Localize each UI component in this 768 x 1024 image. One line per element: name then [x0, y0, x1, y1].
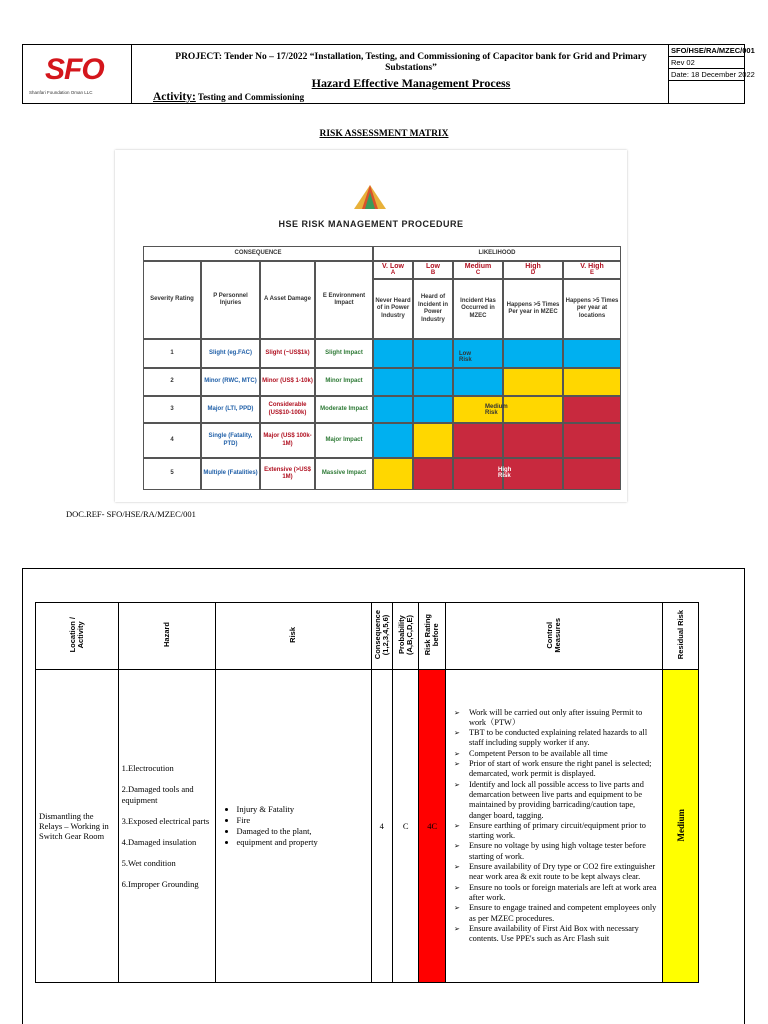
doc-reference: DOC.REF- SFO/HSE/RA/MZEC/001: [66, 509, 196, 519]
low-risk-label: Low Risk: [459, 351, 472, 363]
likelihood-level-d: [503, 261, 563, 279]
control-measure-item: ➢ Ensure no voltage by using high voltage tester before starting of work.: [469, 841, 659, 862]
col-residual: [663, 603, 699, 670]
severity-rating: 1: [143, 339, 201, 368]
col-probability-label: Probability (A,B,C,D,E): [396, 615, 414, 655]
risk-cell-yellow: [373, 458, 413, 490]
doc-date: Date: 18 December 2022: [668, 69, 744, 81]
col-control: [445, 603, 662, 670]
table-header-row: [36, 603, 699, 670]
likelihood-letter: D: [530, 270, 536, 276]
risk-item: • Injury & Fatality: [237, 804, 368, 815]
risk-cell-blue: [413, 396, 453, 423]
risk-cell: [215, 670, 371, 983]
consequence-cell: 4: [371, 670, 392, 983]
col-probability: [392, 603, 419, 670]
hazard-item: 3.Exposed electrical parts: [121, 815, 210, 826]
logo-text: SFO: [45, 53, 104, 86]
matrix-col-header: Severity Rating: [143, 261, 201, 339]
severity-rating: 5: [143, 458, 201, 490]
col-hazard-label: Hazard: [161, 622, 171, 648]
likelihood-name: V. High: [580, 262, 604, 270]
location-cell: Dismantling the Relays – Working in Switch Gear Room: [36, 670, 119, 983]
likelihood-level-e: [563, 261, 621, 279]
risk-cell-blue: [503, 339, 563, 368]
control-measure-item: ➢ TBT to be conducted explaining related hazards to all staff including supply worker if any.: [469, 728, 659, 749]
control-measure-item: ➢ Competent Person to be available all time: [469, 749, 659, 759]
matrix-col-header: E Environment Impact: [315, 261, 373, 339]
activity-value: Testing and Commissioning: [197, 92, 305, 102]
col-consequence-label: Consequence (1,2,3,4,5,6): [372, 610, 390, 660]
risk-cell-red: [453, 423, 503, 458]
risk-cell-blue: [373, 368, 413, 396]
hazard-item: 6.Improper Grounding: [121, 878, 199, 889]
environment-impact: Major Impact: [315, 423, 373, 458]
hazard-cell: [118, 670, 215, 983]
logo-cell: [23, 45, 132, 103]
pyramid-logo-icon: [353, 184, 387, 210]
personnel-injury: Major (LTI, PPD): [201, 396, 260, 423]
risk-item: • Damaged to the plant,: [237, 826, 368, 837]
section-title: RISK ASSESSMENT MATRIX: [319, 129, 449, 139]
col-risk-label: Risk: [288, 627, 298, 643]
activity-label: Activity:: [153, 91, 196, 103]
likelihood-letter: C: [475, 270, 481, 276]
process-title: Hazard Effective Management Process: [311, 76, 511, 90]
likelihood-name: V. Low: [382, 262, 404, 270]
col-control-label: Control Measures: [545, 617, 563, 653]
matrix-title: HSE RISK MANAGEMENT PROCEDURE: [278, 219, 464, 229]
project-title: PROJECT: Tender No – 17/2022 “Installation, Testing, and Commissioning of Capacitor bank for Grid and Primary Substations”: [175, 52, 647, 73]
matrix-col-header: P Personnel Injuries: [201, 261, 260, 339]
asset-damage: Major (US$ 100k-1M): [260, 423, 315, 458]
risk-cell-blue: [373, 396, 413, 423]
severity-rating: 4: [143, 423, 201, 458]
severity-rating: 3: [143, 396, 201, 423]
likelihood-letter: A: [390, 270, 396, 276]
risk-cell-red: [503, 458, 563, 490]
risk-cell-yellow: [563, 368, 621, 396]
hazard-item: 5.Wet condition: [121, 857, 176, 868]
risk-cell-red: [453, 458, 503, 490]
environment-impact: Minor Impact: [315, 368, 373, 396]
control-measure-item: ➢ Ensure to engage trained and competent employees only as per MZEC procedures.: [469, 903, 659, 924]
doc-code: SFO/HSE/RA/MZEC/001: [668, 45, 744, 57]
table-row: [36, 670, 699, 983]
risk-cell-blue: [563, 339, 621, 368]
likelihood-desc: Never Heard of in Power Industry: [373, 279, 413, 339]
control-measure-item: ➢ Ensure availability of Dry type or CO2 fire extinguisher near work area & exit route to be kept always clear.: [469, 862, 659, 883]
likelihood-desc: Heard of Incident in Power Industry: [413, 279, 453, 339]
risk-cell-red: [563, 458, 621, 490]
risk-item: • Fire: [237, 815, 368, 826]
doc-info-blank: [668, 81, 744, 92]
col-rating-before-label: Risk Rating before: [423, 614, 441, 656]
medium-risk-label: Medium Risk: [485, 404, 508, 416]
col-location: [36, 603, 119, 670]
likelihood-name: High: [525, 262, 541, 270]
risk-cell-blue: [413, 339, 453, 368]
likelihood-desc: Incident Has Occurred in MZEC: [453, 279, 503, 339]
risk-cell-blue: [413, 368, 453, 396]
likelihood-desc: Happens >5 Times Per year in MZEC: [503, 279, 563, 339]
header-title-cell: [131, 45, 669, 103]
document-header: [22, 44, 755, 104]
control-measure-item: ➢ Work will be carried out only after issuing Permit to work（PTW）: [469, 708, 659, 729]
doc-rev: Rev 02: [668, 57, 744, 69]
residual-risk-cell: [663, 670, 699, 983]
risk-cell-red: [413, 458, 453, 490]
consequence-header: CONSEQUENCE: [143, 246, 373, 261]
likelihood-level-c: [453, 261, 503, 279]
likelihood-level-b: [413, 261, 453, 279]
personnel-injury: Slight (eg.FAC): [201, 339, 260, 368]
personnel-injury: Multiple (Fatalities): [201, 458, 260, 490]
risk-assessment-table: [35, 602, 699, 983]
asset-damage: Considerable (US$10-100k): [260, 396, 315, 423]
high-risk-label: High Risk: [498, 467, 512, 479]
risk-cell-yellow: [413, 423, 453, 458]
risk-cell-blue: [453, 368, 503, 396]
control-measure-item: ➢ Prior of start of work ensure the right panel is selected; demarcated, work permit is displayed.: [469, 759, 659, 780]
asset-damage: Minor (US$ 1-10k): [260, 368, 315, 396]
likelihood-header: LIKELIHOOD: [373, 246, 621, 261]
control-measure-item: ➢ Identify and lock all possible access to live parts and demarcation between live parts and equipment to be maintained by providing barricading/caution tape, danger board, tagging.: [469, 780, 659, 821]
col-risk: [215, 603, 371, 670]
col-location-label: Location / Activity: [67, 617, 85, 653]
control-measure-item: ➢ Ensure availability of First Aid Box with necessary contents. Use PPE's such as Arc Flash suit: [469, 924, 659, 945]
risk-cell-red: [563, 423, 621, 458]
risk-cell-blue: [373, 423, 413, 458]
probability-cell: C: [392, 670, 419, 983]
likelihood-letter: B: [430, 270, 436, 276]
col-hazard: [118, 603, 215, 670]
asset-damage: Slight (~US$1k): [260, 339, 315, 368]
col-consequence: [371, 603, 392, 670]
likelihood-name: Low: [426, 262, 440, 270]
control-measure-item: ➢ Ensure no tools or foreign materials are left at work area after work.: [469, 883, 659, 904]
risk-cell-yellow: [503, 368, 563, 396]
risk-cell-red: [563, 396, 621, 423]
environment-impact: Slight Impact: [315, 339, 373, 368]
col-residual-label: Residual Risk: [675, 610, 685, 660]
control-measures-cell: [445, 670, 662, 983]
severity-rating: 2: [143, 368, 201, 396]
likelihood-level-a: [373, 261, 413, 279]
control-measure-item: ➢ Ensure earthing of primary circuit/equipment prior to starting work.: [469, 821, 659, 842]
residual-risk-value: Medium: [675, 808, 686, 842]
risk-cell-red: [503, 423, 563, 458]
likelihood-name: Medium: [464, 262, 492, 270]
hazard-item: 2.Damaged tools and equipment: [121, 783, 194, 805]
doc-info-cell: [668, 45, 755, 103]
risk-matrix-image: [115, 150, 627, 502]
rating-before-cell: 4C: [419, 670, 446, 983]
likelihood-letter: E: [589, 270, 594, 276]
col-rating-before: [419, 603, 446, 670]
likelihood-desc: Happens >5 Times per year at locations: [563, 279, 621, 339]
company-logo: [29, 53, 125, 95]
risk-item: • equipment and property: [237, 837, 368, 848]
asset-damage: Extensive (>US$ 1M): [260, 458, 315, 490]
logo-subtext: Shanfari Foundation Oman LLC: [29, 90, 93, 95]
personnel-injury: Single (Fatality, PTD): [201, 423, 260, 458]
hazard-item: 1.Electrocution: [121, 762, 174, 773]
personnel-injury: Minor (RWC, MTC): [201, 368, 260, 396]
matrix-col-header: A Asset Damage: [260, 261, 315, 339]
hazard-item: 4.Damaged insulation: [121, 836, 197, 847]
environment-impact: Massive Impact: [315, 458, 373, 490]
activity-line: [153, 91, 304, 103]
environment-impact: Moderate Impact: [315, 396, 373, 423]
risk-cell-blue: [373, 339, 413, 368]
risk-cell-yellow: [503, 396, 563, 423]
